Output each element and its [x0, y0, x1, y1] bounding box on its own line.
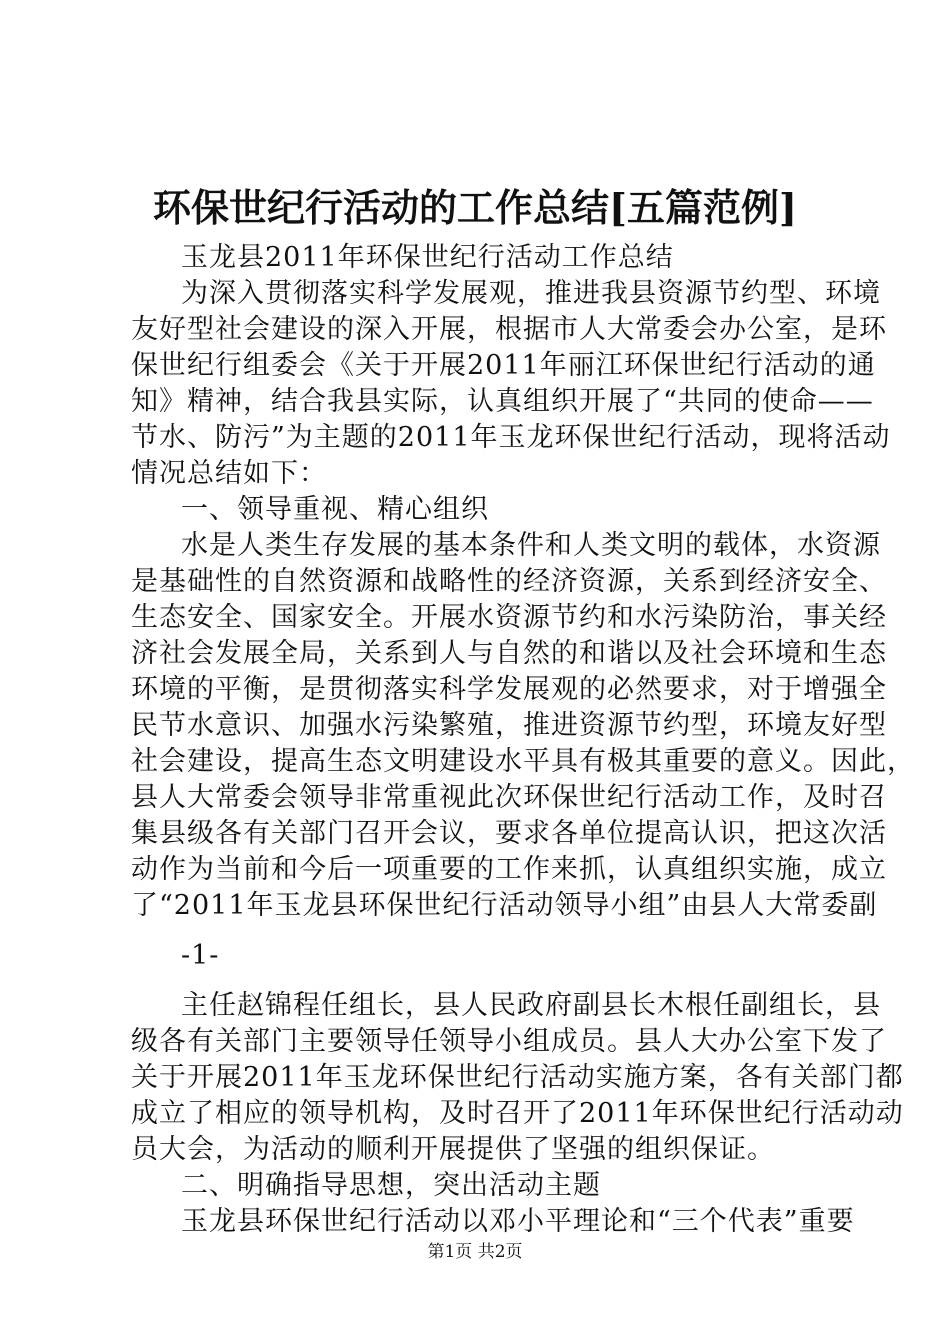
paragraph-line: 友好型社会建设的深入开展，根据市人大常委会办公室，是环: [131, 314, 887, 345]
paragraph-line: 员大会，为活动的顺利开展提供了坚强的组织保证。: [131, 1134, 775, 1165]
paragraph-line: 情况总结如下：: [131, 458, 327, 489]
paragraph-line: 主任赵锦程任组长，县人民政府副县长木根任副组长，县: [181, 990, 881, 1021]
paragraph-line: 环境的平衡，是贯彻落实科学发展观的必然要求，对于增强全: [131, 674, 887, 705]
paragraph-line: 济社会发展全局，关系到人与自然的和谐以及社会环境和生态: [131, 638, 887, 669]
paragraph-line: 了“2011年玉龙县环保世纪行活动领导小组”由县人大常委副: [131, 890, 878, 921]
paragraph-line: 节水、防污”为主题的2011年玉龙环保世纪行活动，现将活动: [131, 422, 891, 453]
paragraph-line: 社会建设，提高生态文明建设水平具有极其重要的意义。因此，: [131, 746, 915, 777]
paragraph-line: 关于开展2011年玉龙环保世纪行活动实施方案，各有关部门都: [131, 1062, 904, 1093]
paragraph-line: 县人大常委会领导非常重视此次环保世纪行活动工作，及时召: [131, 782, 887, 813]
paragraph-line: 动作为当前和今后一项重要的工作来抓，认真组织实施，成立: [131, 854, 887, 885]
document-title: 环保世纪行活动的工作总结[五篇范例]: [153, 185, 797, 230]
paragraph-line: 民节水意识、加强水污染繁殖，推进资源节约型，环境友好型: [131, 710, 887, 741]
paragraph-line: 集县级各有关部门召开会议，要求各单位提高认识，把这次活: [131, 818, 887, 849]
paragraph-line: 是基础性的自然资源和战略性的经济资源，关系到经济安全、: [131, 566, 887, 597]
paragraph-line: 为深入贯彻落实科学发展观，推进我县资源节约型、环境: [181, 278, 881, 309]
paragraph-line: 知》精神，结合我县实际，认真组织开展了“共同的使命——: [131, 386, 874, 417]
paragraph-line: 级各有关部门主要领导任领导小组成员。县人大办公室下发了: [131, 1026, 887, 1057]
subtitle-line: 玉龙县2011年环保世纪行活动工作总结: [181, 242, 674, 273]
page-marker: -1-: [181, 940, 220, 971]
paragraph-line: 保世纪行组委会《关于开展2011年丽江环保世纪行活动的通: [131, 350, 876, 381]
paragraph-line: 成立了相应的领导机构，及时召开了2011年环保世纪行活动动: [131, 1098, 904, 1129]
section-heading: 一、领导重视、精心组织: [181, 494, 489, 525]
page-footer: 第1页 共2页: [427, 1242, 523, 1262]
section-heading: 二、明确指导思想，突出活动主题: [181, 1170, 601, 1201]
paragraph-line: 玉龙县环保世纪行活动以邓小平理论和“三个代表”重要: [181, 1206, 855, 1237]
paragraph-line: 水是人类生存发展的基本条件和人类文明的载体，水资源: [181, 530, 881, 561]
paragraph-line: 生态安全、国家安全。开展水资源节约和水污染防治，事关经: [131, 602, 887, 633]
